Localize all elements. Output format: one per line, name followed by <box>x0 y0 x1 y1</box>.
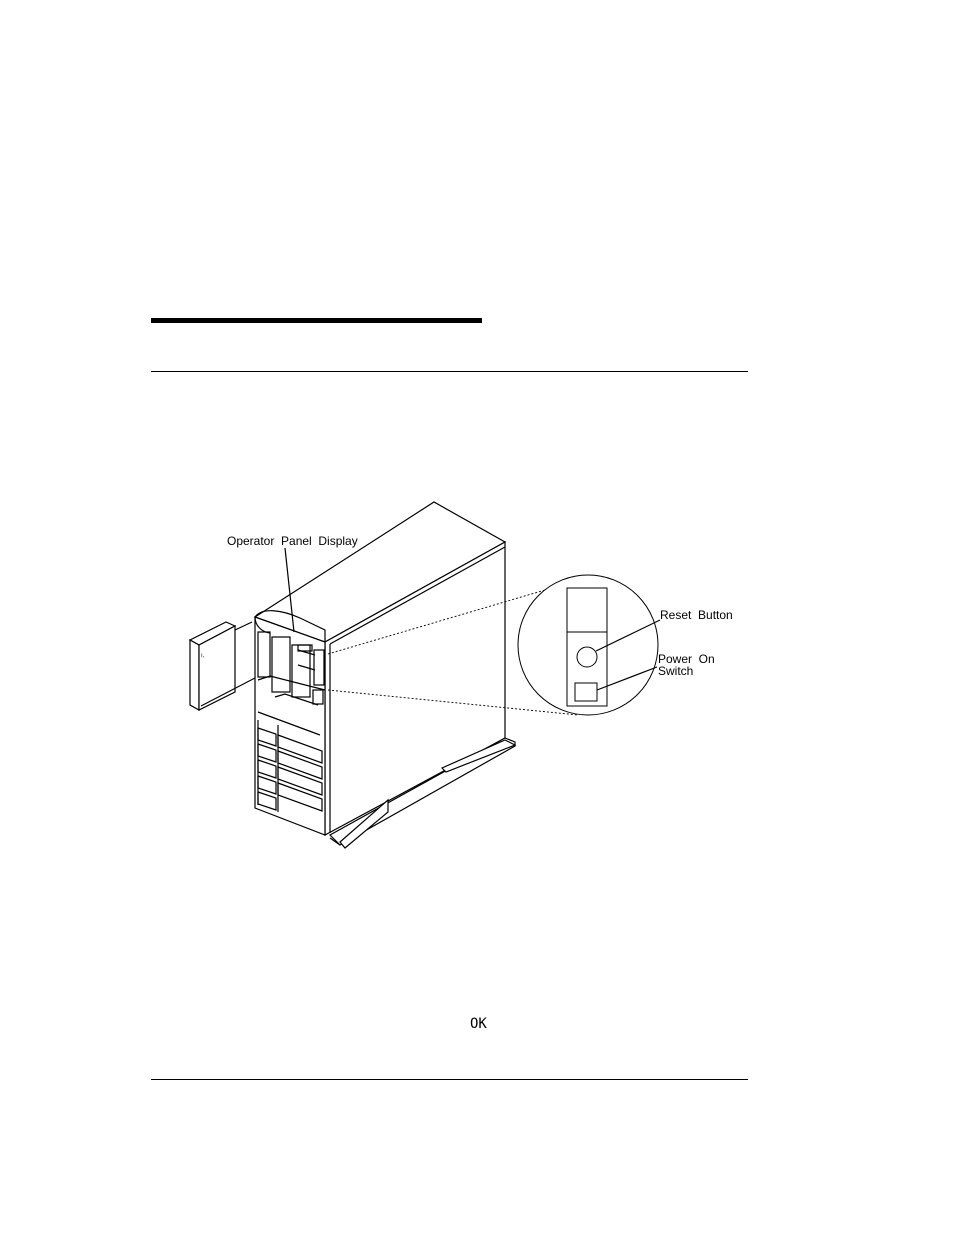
operator-panel-label: Operator Panel Display <box>227 534 358 548</box>
svg-text:ı,: ı, <box>201 653 205 659</box>
ok-indicator-text: OK <box>470 1016 487 1032</box>
reset-button-label: Reset Button <box>660 608 733 622</box>
zoom-detail <box>518 575 660 715</box>
switch-label: Switch <box>658 664 694 678</box>
open-front-door <box>190 622 255 710</box>
section-rule-bottom <box>151 1079 748 1080</box>
power-on-label: Power On <box>658 652 715 666</box>
